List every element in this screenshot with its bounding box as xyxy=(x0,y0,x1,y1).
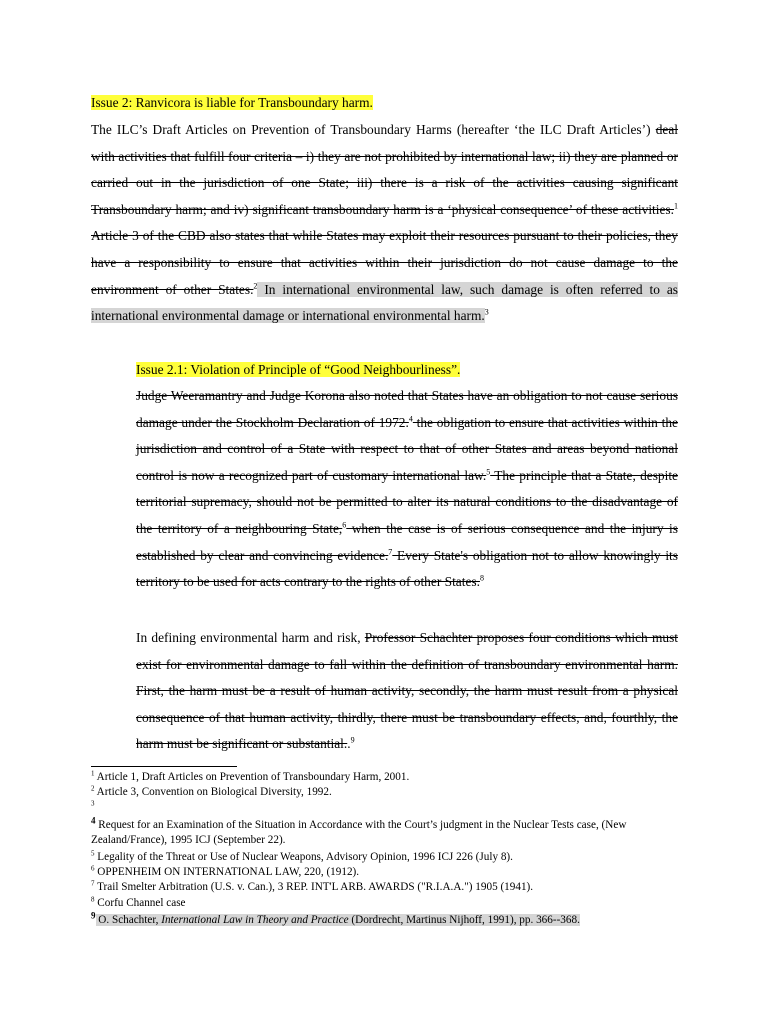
footnote-ref-6[interactable]: 6 xyxy=(342,520,347,530)
footnote-2-number: 2 xyxy=(91,784,95,793)
footnote-9-pre: O. Schachter, xyxy=(95,914,162,926)
footnote-5-text: Legality of the Threat or Use of Nuclear Weapons, Advisory Opinion, 1996 ICJ 226 (July 8). xyxy=(94,851,513,863)
footnote-8-text: Corfu Channel case xyxy=(94,897,186,909)
footnote-ref-5[interactable]: 5 xyxy=(486,467,491,477)
footnote-5-number: 5 xyxy=(91,849,95,858)
footnote-1-text: Article 1, Draft Articles on Prevention of Transboundary Harm, 2001. xyxy=(94,771,410,783)
footnote-8-number: 8 xyxy=(91,895,95,904)
footnote-6 xyxy=(91,865,651,880)
footnote-ref-4[interactable]: 4 xyxy=(408,414,413,424)
footnote-ref-2[interactable]: 2 xyxy=(253,281,258,291)
footnote-4 xyxy=(91,815,639,847)
para2-s1: Judge Weeramantry and Judge Korona also noted that States have an obligation to not cause serious damage under the Stockholm Declaration of 1972. xyxy=(136,388,678,430)
heading-issue-2-1 xyxy=(136,361,460,379)
heading-issue-2 xyxy=(91,94,373,112)
footnote-6-number: 6 xyxy=(91,864,95,873)
footnote-ref-8[interactable]: 8 xyxy=(479,573,484,583)
footnote-1-number: 1 xyxy=(91,769,95,778)
para1-intro: The ILC’s Draft Articles on Prevention of Transboundary Harms (hereafter ‘the ILC Draft Articles’) xyxy=(91,122,656,137)
para1-struck-cbd: Article 3 of the CBD also states that while States may exploit their resources pursuant to their policies, they have a responsibility to ensure that activities within their jurisdiction do not cause damage to the environment of other States. xyxy=(91,228,678,297)
footnote-8 xyxy=(91,896,651,911)
paragraph-good-neighbourliness xyxy=(136,383,678,596)
para1-struck-criteria: deal with activities that fulfill four criteria – i) they are not prohibited by international law; ii) they are planned or carried out in the jurisdiction of one State; iii) there is a risk of the activities causing significant Transboundary harm; and iv) significant transboundary harm is a ‘physical consequence’ of these activities. xyxy=(91,122,678,217)
footnote-separator xyxy=(91,766,237,767)
footnote-ref-1[interactable]: 1 xyxy=(674,201,678,211)
paragraph-ilc-draft-articles xyxy=(91,117,678,330)
para2-s2: the obligation to ensure that activities within the jurisdiction and control of a State with respect to that of other States and areas beyond national control is now a recognized part of customary international law. xyxy=(136,414,678,483)
footnote-3 xyxy=(91,800,651,815)
heading-issue-2-1-text: Issue 2.1: Violation of Principle of “Good Neighbourliness”. xyxy=(136,362,461,377)
para2-s3: The principle that a State, despite territorial supremacy, should not be permitted to alter its natural conditions to the disadvantage of the territory of a neighbouring State, xyxy=(136,467,678,536)
footnote-ref-9[interactable]: 9 xyxy=(350,735,355,745)
footnote-5 xyxy=(91,850,651,865)
paragraph-environmental-harm xyxy=(136,625,678,758)
footnote-9-number: 9 xyxy=(91,910,96,921)
para2-s4: when the case is of serious consequence and the injury is established by clear and convincing evidence. xyxy=(136,520,678,563)
footnote-1 xyxy=(91,770,651,785)
heading-issue-2-text: Issue 2: Ranvicora is liable for Transboundary harm. xyxy=(91,95,373,110)
footnote-7 xyxy=(91,880,651,895)
footnote-7-number: 7 xyxy=(91,879,95,888)
footnote-2 xyxy=(91,785,651,800)
footnote-7-text: Trail Smelter Arbitration (U.S. v. Can.), 3 REP. INT'L ARB. AWARDS ("R.I.A.A.") 1905 (1941). xyxy=(94,881,534,893)
para1-highlighted-harm: In international environmental law, such damage is often referred to as international environmental damage or international environmental harm. xyxy=(91,281,678,324)
footnote-4-number: 4 xyxy=(91,815,96,826)
para2-s5: Every State's obligation not to allow knowingly its territory to be used for acts contrary to the rights of other States. xyxy=(136,547,678,590)
footnote-2-text: Article 3, Convention on Biological Diversity, 1992. xyxy=(94,786,332,798)
footnote-ref-7[interactable]: 7 xyxy=(388,547,393,557)
para3-struck: Professor Schachter proposes four conditions which must exist for environmental damage to fall within the definition of transboundary environmental harm. First, the harm must be a result of human activity, secondly, the harm must result from a physical consequence of that human activity, thirdly, there must be transboundary effects, and, fourthly, the harm must be significant or substantial. xyxy=(136,630,678,752)
footnote-9-post: (Dordrecht, Martinus Nijhoff, 1991), pp. 366--368. xyxy=(348,914,580,926)
para3-plain: In defining environmental harm and risk, xyxy=(136,630,365,645)
footnote-ref-3[interactable]: 3 xyxy=(484,307,489,317)
footnote-9-title: International Law in Theory and Practice xyxy=(161,914,349,926)
footnote-4-text: Request for an Examination of the Situation in Accordance with the Court’s judgment in the Nuclear Tests case, (New Zealand/France), 1995 ICJ (September 22). xyxy=(91,819,627,846)
footnote-6-text: OPPENHEIM ON INTERNATIONAL LAW, 220, (1912). xyxy=(94,866,360,878)
para3-tail: . xyxy=(347,736,351,752)
footnote-3-number: 3 xyxy=(91,799,95,808)
footnote-9 xyxy=(91,910,651,928)
